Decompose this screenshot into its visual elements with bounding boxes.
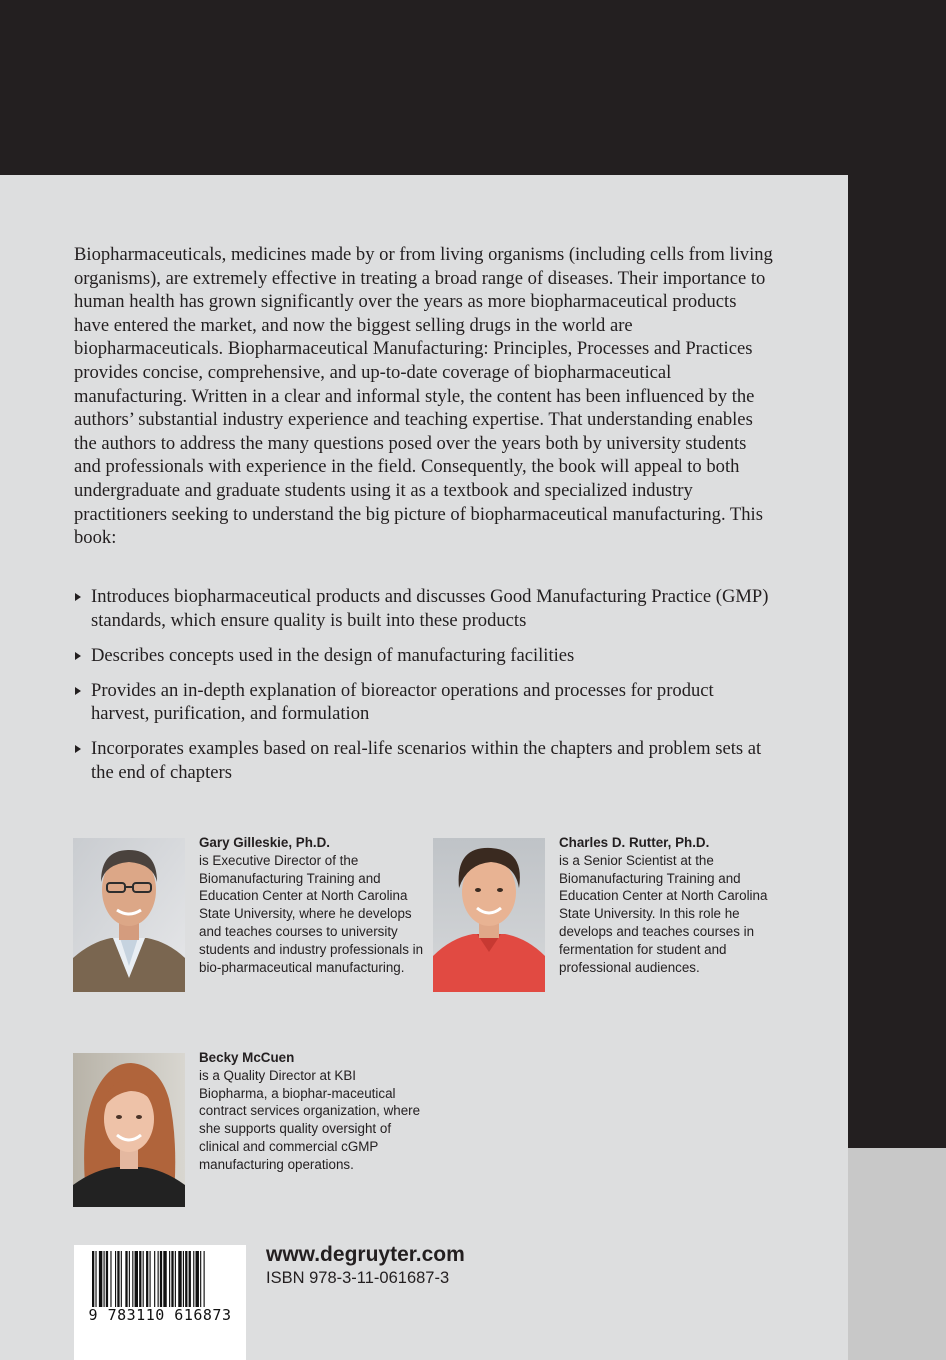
- author-name: Charles D. Rutter, Ph.D.: [559, 835, 710, 850]
- barcode-bar: [121, 1251, 122, 1307]
- isbn-number: ISBN 978-3-11-061687-3: [266, 1269, 450, 1287]
- book-description: Biopharmaceuticals, medicines made by or from living organisms (including cells from living organisms), are extremely effective in treating a broad range of diseases. Their importance to human health has grown significantly over the years as more biopharmaceutical products have entered the market, and now the biggest selling drugs in the world are biopharmaceuticals. Biopharmaceutical Manufacturing: Principles, Processes and Practices provides concise, comprehensive, and up-to-date coverage of biopharmaceutical manufacturing. Written in a clear and informal style, the content has been influenced by the authors’ substantial industry experience and teaching expertise. That understanding enables the authors to address the many questions posed over the years both by university students and professionals with experience in the field. Consequently, the book will appeal to both undergraduate and graduate students using it as a textbook and specialized industry practitioners seeking to understand the big picture of biopharmaceutical manufacturing. This book:: [74, 244, 773, 549]
- author-bio: [199, 834, 427, 976]
- author-photo: [433, 838, 545, 992]
- barcode-bar: [196, 1251, 199, 1307]
- author-bio: [559, 834, 787, 976]
- barcode-bar: [158, 1251, 159, 1307]
- barcode-bar: [154, 1251, 155, 1307]
- author-photo: [73, 838, 185, 992]
- barcode-bars: [74, 1245, 246, 1360]
- barcode-bar: [125, 1251, 127, 1307]
- barcode-bar: [189, 1251, 191, 1307]
- barcode-bar: [106, 1251, 108, 1307]
- feature-text: Introduces biopharmaceutical products and discusses Good Manufacturing Practice (GMP) standards, which ensure quality is built into these products: [91, 586, 769, 631]
- barcode-bar: [115, 1251, 116, 1307]
- author-description: is a Senior Scientist at the Biomanufacturing Training and Education Center at North Carolina State University. In this role he develops and teaches courses in fermentation for student and professional audiences.: [559, 852, 768, 975]
- feature-text: Describes concepts used in the design of manufacturing facilities: [91, 644, 575, 666]
- author-description: is a Quality Director at KBI Biopharma, a biophar-maceutical contract services organization, where she supports quality oversight of clinical and commercial cGMP manufacturing operations.: [199, 1067, 421, 1172]
- bullet-triangle-icon: [75, 652, 81, 660]
- barcode-bar: [150, 1251, 151, 1307]
- barcode-bar: [171, 1251, 173, 1307]
- barcode-bar: [146, 1251, 148, 1307]
- barcode-bar: [110, 1251, 111, 1307]
- bullet-triangle-icon: [75, 687, 81, 695]
- barcode-bar: [193, 1251, 194, 1307]
- barcode-bar: [163, 1251, 166, 1307]
- publisher-website: www.degruyter.com: [266, 1243, 465, 1266]
- author-name: Becky McCuen: [199, 1050, 295, 1065]
- barcode-bar: [139, 1251, 141, 1307]
- feature-text: Provides an in-depth explanation of bioreactor operations and processes for product harvest, purification, and formulation: [91, 679, 714, 725]
- background-strip: [848, 1148, 946, 1360]
- feature-list: [74, 585, 774, 796]
- barcode-bar: [204, 1251, 205, 1307]
- feature-item: [74, 679, 774, 726]
- barcode-bar: [160, 1251, 162, 1307]
- barcode-bar: [129, 1251, 130, 1307]
- author-name: Gary Gilleskie, Ph.D.: [199, 835, 330, 850]
- barcode-bar: [104, 1251, 105, 1307]
- barcode-bar: [135, 1251, 138, 1307]
- barcode-bar: [143, 1251, 144, 1307]
- author-bio: [199, 1049, 427, 1174]
- barcode-bar: [185, 1251, 187, 1307]
- barcode-bar: [200, 1251, 201, 1307]
- barcode-bar: [183, 1251, 184, 1307]
- feature-item: [74, 585, 774, 632]
- barcode-bar: [92, 1251, 94, 1307]
- feature-item: [74, 644, 774, 668]
- barcode: [74, 1245, 246, 1360]
- barcode-bar: [117, 1251, 119, 1307]
- bullet-triangle-icon: [75, 593, 81, 601]
- feature-item: [74, 737, 774, 784]
- barcode-bar: [175, 1251, 176, 1307]
- barcode-bar: [95, 1251, 96, 1307]
- back-cover: [0, 175, 848, 1360]
- barcode-bar: [169, 1251, 170, 1307]
- bullet-triangle-icon: [75, 745, 81, 753]
- barcode-bar: [99, 1251, 102, 1307]
- author-photo: [73, 1053, 185, 1207]
- barcode-bar: [132, 1251, 133, 1307]
- feature-text: Incorporates examples based on real-life scenarios within the chapters and problem sets at the end of chapters: [91, 738, 762, 784]
- barcode-bar: [178, 1251, 181, 1307]
- barcode-digits: 9 783110 616873: [88, 1306, 232, 1324]
- author-description: is Executive Director of the Biomanufacturing Training and Education Center at North Carolina State University, where he develops and teaches courses to university students and industry professionals in bio-pharmaceutical manufacturing.: [199, 852, 424, 975]
